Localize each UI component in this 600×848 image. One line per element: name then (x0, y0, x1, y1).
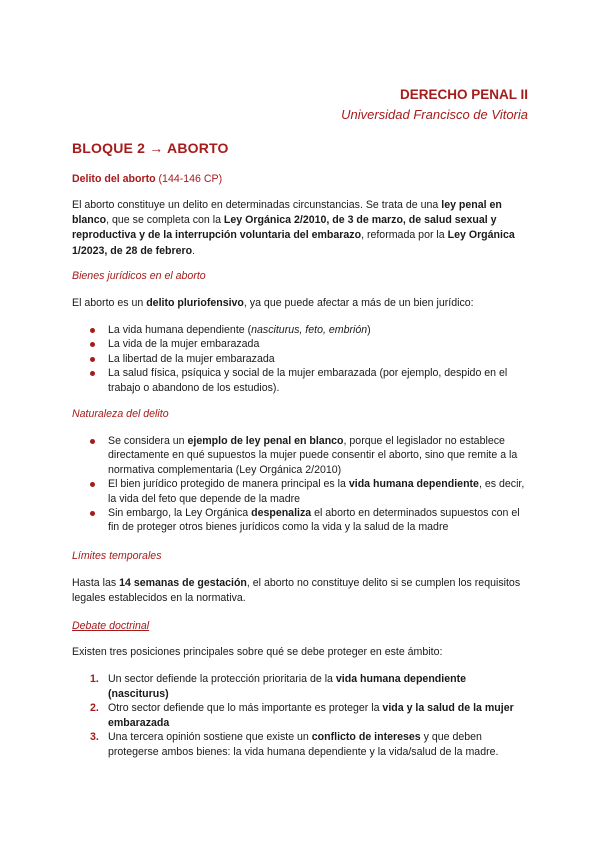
italic-run: nasciturus, feto, embrión (251, 324, 368, 336)
bold-run: vida humana dependiente (348, 478, 479, 491)
bold-run: vida y la salud de la mujer embarazada (108, 702, 514, 729)
debate-list (72, 672, 528, 760)
text-run: y que deben protegerse ambos bienes: la vida humana dependiente y la vida/salud de la madre. (108, 731, 499, 758)
limites-paragraph (72, 576, 528, 606)
list-number: 2. (90, 702, 99, 715)
block-title: BLOQUE 2 → ABORTO (72, 140, 229, 156)
list-item (72, 701, 528, 730)
text-run: , es decir, la vida del feto que depende de la madre (108, 478, 525, 505)
list-item (72, 323, 528, 337)
bold-run: 14 semanas de gestación (119, 577, 247, 589)
text-run: , porque el legislador no establece directamente en qué supuestos la mujer puede consentir el aborto, sino que remite a la normativa complementaria (Ley Orgánica 2/2010) (108, 435, 518, 476)
text-run: , que se completa con la (106, 214, 224, 227)
debate-heading: Debate doctrinal (72, 620, 150, 632)
text-run: La salud física, psíquica y social de la mujer embarazada (por ejemplo, despido en el trabajo o abandono de los estudios). (108, 367, 508, 394)
list-item (72, 366, 528, 395)
text-run: La vida humana dependiente ( (108, 324, 252, 336)
bold-run: vida humana dependiente (nasciturus) (108, 673, 466, 700)
list-number: 1. (90, 673, 99, 685)
course-title: DERECHO PENAL II (399, 87, 528, 102)
bold-run: Ley Orgánica 2/2010, de 3 de marzo, de salud sexual y reproductiva y de la interrupción voluntaria del embarazo (72, 214, 497, 242)
list-number: 3. (90, 731, 99, 744)
text-run: Una tercera opinión sostiene que existe un (108, 731, 312, 744)
bullet-icon (90, 342, 95, 347)
bullet-icon (90, 371, 95, 376)
list-item (72, 477, 528, 506)
bold-run: Ley Orgánica 1/2023, de 28 de febrero (72, 229, 515, 257)
list-item (72, 337, 528, 351)
bienes-list (72, 323, 528, 395)
bullet-icon (90, 357, 95, 362)
university-name: Universidad Francisco de Vitoria (341, 107, 528, 122)
list-item (72, 352, 528, 366)
text-run: Hasta las (72, 577, 120, 589)
bullet-icon (90, 482, 95, 487)
debate-intro: Existen tres posiciones principales sobre qué se debe proteger en este ámbito: (72, 646, 443, 658)
text-run: , ya que puede afectar a más de un bien jurídico: (243, 297, 474, 309)
text-run: el aborto en determinados supuestos con el fin de proteger otros bienes jurídicos como la vida y la salud de la madre (108, 507, 520, 534)
text-run: Un sector defiende la protección prioritaria de la (108, 673, 336, 685)
bold-run: conflicto de intereses (311, 731, 421, 744)
list-item (72, 672, 528, 701)
bienes-heading: Bienes jurídicos en el aborto (72, 270, 206, 282)
list-item (72, 730, 528, 759)
list-item (72, 434, 528, 477)
delito-articles: (144-146 CP) (158, 173, 223, 185)
text-run: . (192, 244, 196, 257)
bold-run: ejemplo de ley penal en blanco (187, 435, 344, 447)
text-run: La vida de la mujer embarazada (108, 338, 260, 351)
text-run: , el aborto no constituye delito si se cumplen los requisitos legales establecidos en la normativa. (72, 577, 521, 605)
bold-run: ley penal en blanco (72, 199, 502, 227)
naturaleza-list (72, 434, 528, 535)
bullet-icon (90, 328, 95, 333)
bienes-intro (72, 296, 528, 311)
limites-heading: Límites temporales (72, 550, 162, 562)
list-item (72, 506, 528, 535)
text-run: La libertad de la mujer embarazada (108, 352, 275, 365)
text-run: Se considera un (108, 435, 188, 447)
text-run: El aborto es un (72, 297, 147, 309)
bullet-icon (90, 439, 95, 444)
text-run: El aborto constituye un delito en determinadas circunstancias. Se trata de una (72, 199, 442, 211)
bullet-icon (90, 511, 95, 516)
text-run: Sin embargo, la Ley Orgánica (108, 507, 252, 520)
bold-run: delito pluriofensivo (146, 297, 244, 309)
delito-heading (72, 173, 222, 185)
text-run: , reformada por la (361, 229, 448, 242)
bold-run: despenaliza (251, 507, 312, 520)
naturaleza-heading: Naturaleza del delito (72, 408, 169, 420)
text-run: Otro sector defiende que lo más importante es proteger la (108, 702, 383, 715)
delito-label: Delito del aborto (72, 173, 156, 185)
delito-paragraph (72, 198, 528, 259)
text-run: ) (367, 324, 371, 336)
text-run: El bien jurídico protegido de manera principal es la (108, 478, 349, 491)
